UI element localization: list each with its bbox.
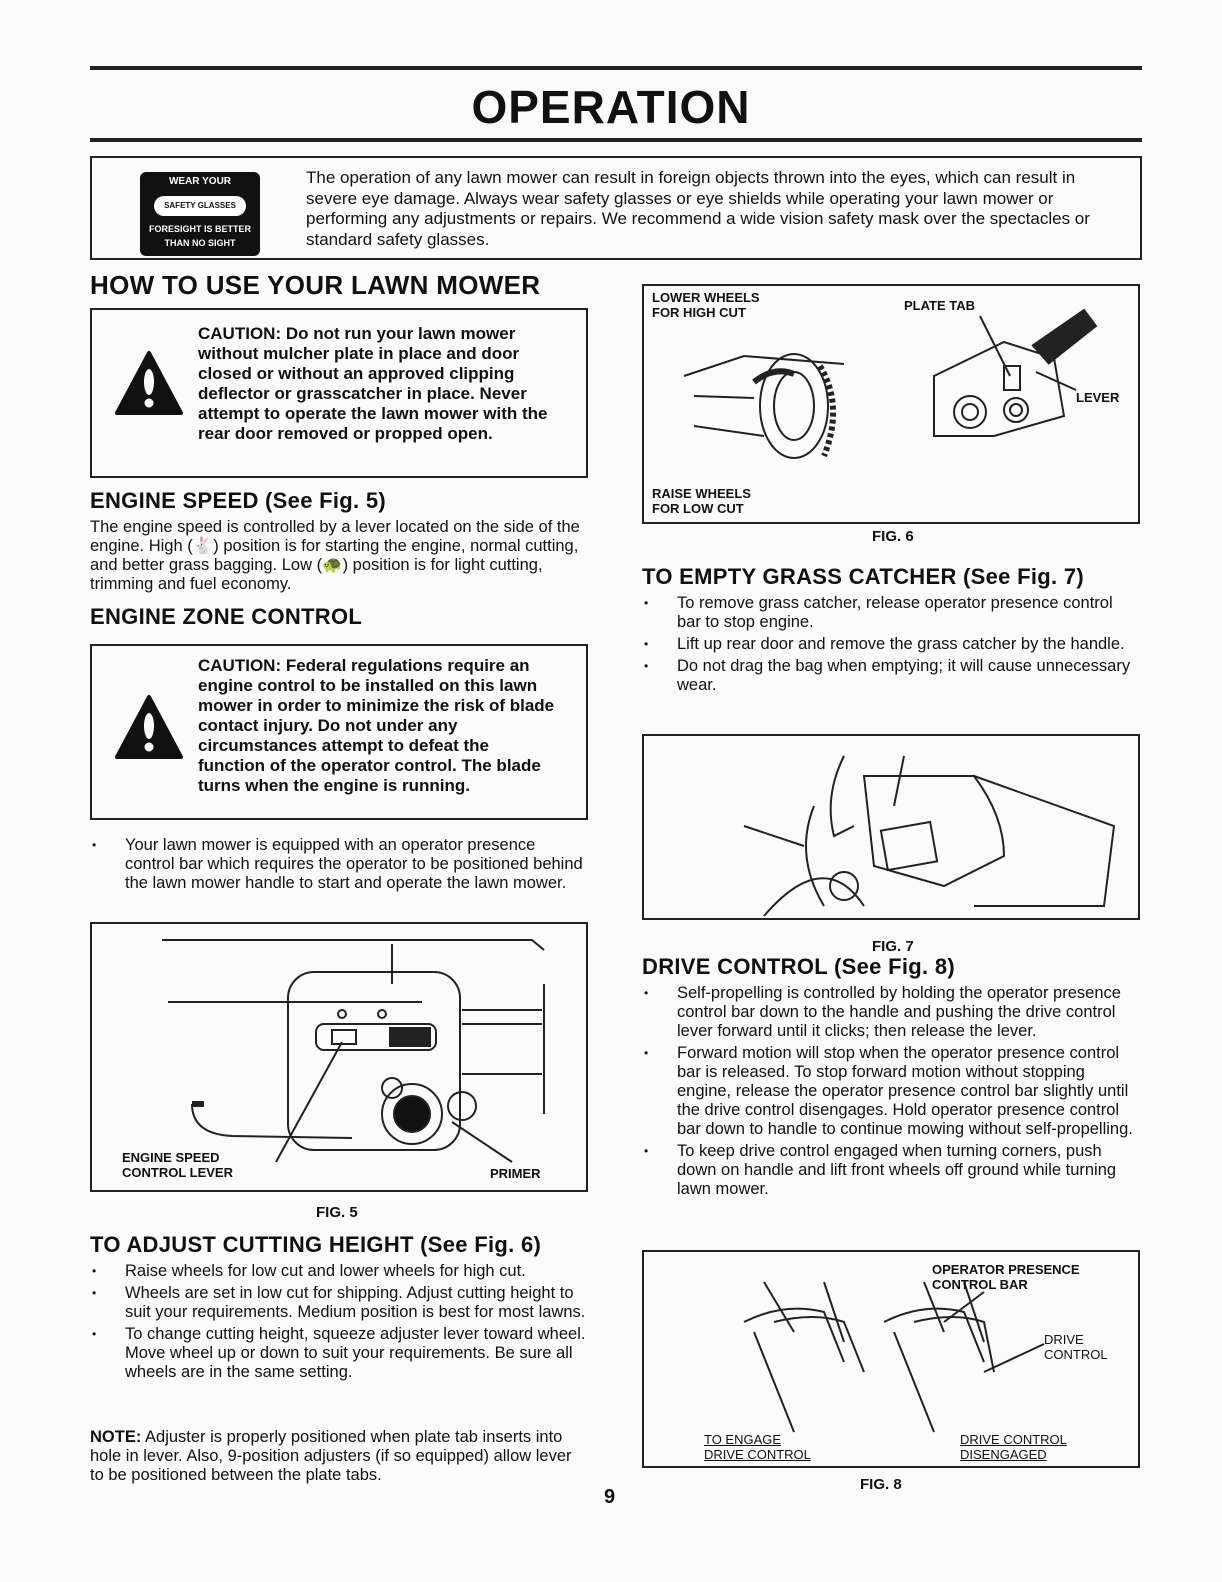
fig8-label-opc: OPERATOR PRESENCE CONTROL BAR (932, 1262, 1080, 1292)
engine-zone-bullets (90, 836, 588, 896)
caution-box-2 (90, 644, 588, 820)
badge-text: WEAR YOUR (168, 176, 232, 187)
fig6-label-raise: RAISE WHEELS FOR LOW CUT (652, 486, 751, 516)
how-to-use-heading: HOW TO USE YOUR LAWN MOWER (90, 270, 541, 300)
fig5-illustration (90, 922, 588, 1192)
caution-text-1: CAUTION: Do not run your lawn mower without mulcher plate in place and door closed or without an approved clipping deflector or grasscatcher in place. Never attempt to operate the lawn mower with the rear door removed or propped open. (198, 324, 548, 443)
badge-text: FORESIGHT IS BETTER (148, 224, 251, 234)
fig7-illustration (642, 734, 1140, 920)
top-rule (90, 66, 1142, 70)
fig8-caption: FIG. 8 (860, 1476, 902, 1493)
note-text: Adjuster is properly positioned when plate tab inserts into hole in lever. Also, 9-position adjusters (if so equipped) allow lever to be positioned between the plate tabs. (90, 1428, 572, 1484)
fig6-caption: FIG. 6 (872, 528, 914, 545)
engine-speed-heading: ENGINE SPEED (See Fig. 5) (90, 488, 387, 513)
engine-zone-heading: ENGINE ZONE CONTROL (90, 604, 363, 629)
list-item: • To remove grass catcher, release operator presence control bar to stop engine. (642, 594, 1140, 632)
list-item: • Wheels are set in low cut for shipping. Adjust cutting height to suit your requirements. Medium position is best for most lawns. (90, 1284, 588, 1322)
caution-box-1 (90, 308, 588, 478)
fig8-label-engage: TO ENGAGE DRIVE CONTROL (704, 1432, 811, 1462)
list-item: • To keep drive control engaged when turning corners, push down on handle and lift front wheels off ground while turning lawn mower. (642, 1142, 1140, 1199)
page-title: OPERATION (471, 81, 751, 133)
fig6-label-lower: LOWER WHEELS FOR HIGH CUT (652, 290, 760, 320)
warning-triangle-icon (114, 350, 184, 416)
fig6-label-lever: LEVER (1076, 390, 1120, 405)
empty-catcher-bullets (642, 594, 1140, 698)
fig8-label-disengaged: DRIVE CONTROL DISENGAGED (960, 1432, 1067, 1462)
fig6-label-plate-tab: PLATE TAB (904, 298, 976, 313)
empty-catcher-heading: TO EMPTY GRASS CATCHER (See Fig. 7) (642, 564, 1085, 589)
fig7-caption: FIG. 7 (872, 938, 914, 955)
grass-catcher-graphic (644, 736, 1138, 918)
safety-glasses-badge (140, 172, 260, 256)
fig5-label-primer: PRIMER (490, 1166, 541, 1181)
cutting-height-note (90, 1428, 588, 1485)
fig6-illustration (642, 284, 1140, 524)
page-number: 9 (604, 1486, 616, 1508)
drive-control-heading: DRIVE CONTROL (See Fig. 8) (642, 954, 955, 979)
fig5-caption: FIG. 5 (316, 1204, 358, 1221)
list-item: • Your lawn mower is equipped with an operator presence control bar which requires the operator to be positioned behind the lawn mower handle to start and operate the lawn mower. (90, 836, 588, 893)
drive-control-bullets (642, 984, 1140, 1202)
cutting-height-bullets (90, 1262, 588, 1385)
badge-text: THAN NO SIGHT (164, 238, 236, 248)
note-label: NOTE: (90, 1428, 142, 1446)
caution-text-2: CAUTION: Federal regulations require an engine control to be installed on this lawn mower in order to minimize the risk of blade contact injury. Do not under any circumstances attempt to defeat the function of the operator control. The blade turns when the engine is running. (198, 656, 555, 795)
fig8-illustration (642, 1250, 1140, 1468)
badge-glasses-text: SAFETY GLASSES (154, 196, 246, 216)
list-item: • To change cutting height, squeeze adjuster lever toward wheel. Move wheel up or down to suit your requirements. Be sure all wheels are in the same setting. (90, 1325, 588, 1382)
list-item: • Self-propelling is controlled by holding the operator presence control bar down to the handle and pushing the drive control lever forward until it clicks; then release the lever. (642, 984, 1140, 1041)
safety-banner (90, 156, 1142, 260)
safety-banner-text: The operation of any lawn mower can result in foreign objects thrown into the eyes, which can result in severe eye damage. Always wear safety glasses or eye shields while operating your lawn mower or performing any adjustments or repairs. We recommend a wide vision safety mask over the spectacles or standard safety glasses. (306, 168, 1090, 249)
list-item: • Raise wheels for low cut and lower wheels for high cut. (90, 1262, 588, 1281)
fig5-label-lever: ENGINE SPEED CONTROL LEVER (122, 1150, 233, 1180)
title-underline-rule (90, 138, 1142, 142)
cutting-height-heading: TO ADJUST CUTTING HEIGHT (See Fig. 6) (90, 1232, 542, 1257)
list-item: • Lift up rear door and remove the grass catcher by the handle. (642, 635, 1140, 654)
list-item: • Do not drag the bag when emptying; it will cause unnecessary wear. (642, 657, 1140, 695)
engine-speed-text: The engine speed is controlled by a lever located on the side of the engine. High (🐇) position is for starting the engine, normal cutting, and better grass bagging. Low (🐢) position is for light cutting, trimming and fuel economy. (90, 518, 580, 593)
list-item: • Forward motion will stop when the operator presence control bar is released. To stop forward motion without stopping engine, release the operator presence control bar slightly until the drive control disengages. Hold operator presence control bar down to handle to continue mowing without self-propelling. (642, 1044, 1140, 1139)
fig8-label-drive: DRIVE CONTROL (1044, 1332, 1108, 1362)
warning-triangle-icon (114, 694, 184, 760)
